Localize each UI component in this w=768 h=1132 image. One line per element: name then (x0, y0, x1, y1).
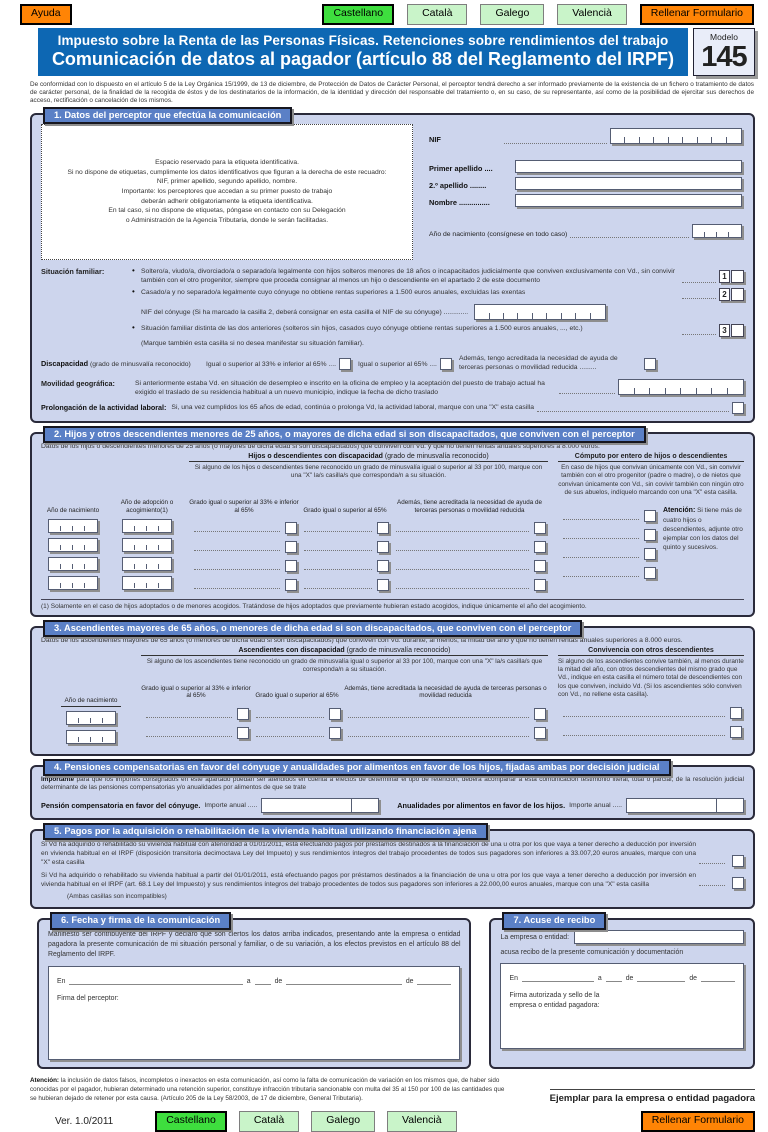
dotted-leader (146, 729, 232, 737)
dotted-leader (563, 728, 725, 736)
modelo-label: Modelo (710, 31, 738, 42)
sanciones-bold: Atención: (30, 1077, 60, 1085)
hijo1-ayuda-checkbox[interactable] (534, 522, 546, 534)
fecha-a-label: a (246, 978, 251, 986)
atencion-text: Si tiene más de cuatro hijos o descendientes, adjunte otro ejemplar con los datos del quinto y sucesivos. (663, 507, 743, 552)
language-switcher (322, 4, 754, 25)
nif-input[interactable] (610, 128, 742, 144)
form-title-line1: Impuesto sobre la Renta de las Personas Físicas. Retenciones sobre rendimientos del trabajo (57, 32, 669, 48)
section-6-title: 6. Fecha y firma de la comunicación (50, 912, 231, 929)
ascendiente1-ayuda-checkbox[interactable] (534, 708, 546, 720)
situacion-casilla-1-checkbox[interactable] (731, 270, 744, 283)
col-grado65-header: Grado igual o superior al 65% (255, 692, 339, 700)
col-grado65-header: Grado igual o superior al 65% (303, 506, 387, 514)
section-3-ascendientes (30, 622, 755, 756)
ascendiente2-ayuda-checkbox[interactable] (534, 727, 546, 739)
hijo2-computo-entero-checkbox[interactable] (644, 529, 656, 541)
segundo-apellido-label: 2.º apellido ........ (429, 180, 487, 190)
hijo1-computo-entero-checkbox[interactable] (644, 510, 656, 522)
casilla-1-number: 1 (719, 270, 730, 283)
situacion-casilla-2 (719, 288, 744, 301)
data-protection-notice: De conformidad con lo dispuesto en el artículo 5 de la Ley Orgánica 15/1999, de 13 de diciembre, de Protección de Datos de Carácter Personal, el perceptor tendrá derecho a ser informado previamente de la existencia de un fichero o tratamiento de datos de carácter personal, de la finalidad de la recogida de éstos y de los destinatarios de la información, de la identidad y dirección del responsable del tratamiento o, en su caso, de su representante, así como de la posibilidad de ejercitar sus derechos de acceso, rectificación o cancelación de los mismos. (30, 80, 754, 105)
convivencia-group-text: Si alguno de los ascendientes convive también, al menos durante la mitad del año, con otros descendientes del mismo grado que Vd., indique en esta casilla el número total de descendientes con los que conviven, incluido Vd. (Si los ascendientes sólo conviven con Vd., no rellene esta casilla). (558, 657, 744, 698)
firma-perceptor-box (48, 966, 460, 1060)
empresa-entidad-input[interactable] (574, 930, 744, 944)
hijo3-grado33-checkbox[interactable] (285, 560, 297, 572)
hijo1-grado33-checkbox[interactable] (285, 522, 297, 534)
col-ayuda-header: Además, tiene acreditada la necesidad de ayuda de terceras personas o movilidad reducida (397, 498, 542, 514)
section-4-title: 4. Pensiones compensatorias en favor del cónyuge y anualidades por alimentos en favor de los hijos, fijadas ambas por decisión judicial (43, 759, 671, 776)
col-grado33-header: Grado igual o superior al 33% e inferior al 65% (189, 498, 299, 514)
firma-empresa-box (500, 963, 744, 1049)
ascendientes-discapacidad-group-text: Si alguno de los ascendientes tiene reconocido un grado de minusvalía igual o superior al 33 por 100, marque con una "X" la/s casilla/s que corresponda/n a su situación. (146, 657, 543, 673)
etiqueta-line: En tal caso, si no dispone de etiquetas, póngase en contacto con su Delegación (108, 207, 346, 215)
dotted-leader (504, 136, 607, 144)
empresa-entidad-label: La empresa o entidad: (500, 933, 570, 941)
anualidades-importe-input[interactable] (626, 798, 744, 813)
discapacidad-33-checkbox[interactable] (339, 358, 351, 370)
fecha-de2-label: de (405, 978, 414, 986)
fecha-en-label: En (509, 975, 518, 983)
hijo4-anio-nacimiento-input[interactable] (48, 576, 98, 590)
modelo-box (693, 28, 755, 76)
pension-conyuge-label: Pensión compensatoria en favor del cónyuge. (41, 800, 201, 810)
hijo3-ayuda-checkbox[interactable] (534, 560, 546, 572)
lang-castellano-button[interactable]: Castellano (322, 4, 394, 25)
situacion-item-1-text: • Soltero/a, viudo/a, divorciado/a o separado/a legalmente con hijos solteros menores de 18 años o incapacitados judicialmente que conviven exclusivamente con Vd., sin convivir también con el otro progenitor, siempre que proceda consignar al menos un hijo o descendiente en el apartado 2 de este documento (131, 267, 679, 285)
hijo4-grado65-checkbox[interactable] (377, 579, 389, 591)
acuse-lugar-input[interactable] (522, 972, 594, 982)
hijo1-anio-adopcion-input[interactable] (122, 519, 172, 533)
section-4-pensiones (30, 761, 755, 820)
situacion-item-3-text: • Situación familiar distinta de las dos anteriores (solteros sin hijos, casados cuyo cónyuge obtiene rentas superiores a 1.500 euros anuales, ..., etc.) (131, 324, 679, 337)
fecha-anio-input[interactable] (417, 975, 451, 985)
anualidades-label: Anualidades por alimentos en favor de los hijos. (397, 800, 566, 810)
dotted-leader (682, 275, 716, 283)
discapacidad-opt-33-label: Igual o superior al 33% e inferior al 65% .... (206, 360, 336, 368)
help-button[interactable]: Ayuda (20, 4, 72, 25)
dotted-leader (682, 327, 716, 335)
anio-nacimiento-input[interactable] (692, 224, 742, 238)
bottom-toolbar (55, 1111, 755, 1132)
acusa-recibo-text: acusa recibo de la presente comunicación y documentación (500, 949, 684, 957)
lang-galego-button[interactable]: Galego (480, 4, 544, 25)
computo-entero-group-title: Cómputo por entero de hijos o descendientes (558, 453, 744, 462)
fecha-de1-label: de (274, 978, 283, 986)
section-7-title: 7. Acuse de recibo (502, 912, 606, 929)
fecha-lugar-input[interactable] (69, 975, 242, 985)
ascendientes-discapacidad-group-title: Ascendientes con discapacidad (238, 646, 345, 654)
fecha-dia-input[interactable] (255, 975, 271, 985)
vivienda-posterior-2011-checkbox[interactable] (732, 877, 744, 889)
section-2-title: 2. Hijos y otros descendientes menores de 25 años, o mayores de dicha edad si son discapacitados, que conviven con el perceptor (43, 426, 646, 443)
dotted-leader (563, 512, 639, 520)
ascendiente1-grado65-checkbox[interactable] (329, 708, 341, 720)
fecha-traslado-input[interactable] (618, 379, 744, 395)
dotted-leader (682, 291, 716, 299)
nif-conyuge-input[interactable] (474, 304, 606, 320)
lang-galego-button-bottom[interactable]: Galego (311, 1111, 375, 1132)
dotted-leader (304, 581, 372, 589)
form-header (38, 28, 755, 76)
dotted-leader (537, 404, 729, 412)
fecha-mes-input[interactable] (286, 975, 402, 985)
situacion-item-3-note: (Marque también esta casilla si no desea manifestar su situación familiar). (141, 340, 364, 348)
hijo2-ayuda-checkbox[interactable] (534, 541, 546, 553)
discapacidad-sublabel: (grado de minusvalía reconocido) (89, 360, 191, 368)
hijo4-ayuda-checkbox[interactable] (534, 579, 546, 591)
hijo4-grado33-checkbox[interactable] (285, 579, 297, 591)
nif-label: NIF (429, 134, 441, 144)
discapacidad-ayuda-label: Además, tengo acreditada la necesidad de ayuda de terceras personas o movilidad reducida ......... (458, 355, 618, 372)
hijo2-grado33-checkbox[interactable] (285, 541, 297, 553)
ascendiente1-anio-nacimiento-input[interactable] (66, 711, 116, 725)
dotted-leader (699, 878, 725, 886)
dotted-leader (256, 729, 324, 737)
hijos-discapacidad-group-title: Hijos o descendientes con discapacidad (248, 452, 383, 460)
prolongacion-checkbox[interactable] (732, 402, 744, 414)
nombre-input[interactable] (515, 194, 742, 207)
prolongacion-label: Prolongación de la actividad laboral: (41, 403, 167, 413)
dotted-leader (563, 550, 639, 558)
computo-entero-group-text: En caso de hijos que convivan únicamente con Vd., sin convivir también con el otro progenitor (padre o madre), o de nietos que convivan únicamente con Vd., sin covivir también con ningún otro de sus abuelos, indíquelo marcando con una "X" esta casilla. (558, 463, 744, 496)
importante-text: para que los importes consignados en este apartado puedan ser atendidos en cuenta a efectos de determinar el tipo de retención, deberá acompañar a esta comunicación testimonio literal, total o parcial, de la resolución judicial determinante de las pensiones compensatorias y/o anualidades por alimentos de que se trate (41, 775, 744, 792)
anio-nacimiento-label: Año de nacimiento (consígnese en todo caso) (429, 230, 568, 238)
situacion-casilla-1 (719, 270, 744, 283)
hijo4-anio-adopcion-input[interactable] (122, 576, 172, 590)
vivienda-parrafo-2: Si Vd ha adquirido o rehabilitado su vivienda habitual a partir del 01/01/2011, está efectuando pagos por préstamos destinados a la financiación de una u otra por los que vaya a tener derecho a deducción por inversión en vivienda habitual en el IRPF (art. 68.1 Ley del Impuesto) y sus rendimientos íntegros del trabajo procedentes de todos sus pagadores son inferiores a 22.000,00 euros anuales, marque con una "X" esta casilla (41, 872, 696, 889)
col-anio-nacimiento-header: Año de nacimiento (61, 697, 122, 707)
dotted-leader (563, 569, 639, 577)
hijo3-grado65-checkbox[interactable] (377, 560, 389, 572)
dotted-leader (396, 581, 529, 589)
declaracion-text: Manifiesto ser contribuyente del IRPF y declaro que son ciertos los datos arriba indicados, presentando ante la empresa o entidad pagadora la presente comunicación de mi situación personal y familiar, o de su variación, a los efectos previstos en el artículo 88 del Reglamento del IRPF. (48, 931, 461, 958)
section-2-footnote: (1) Solamente en el caso de hijos adoptados o de menores acogidos. Tratándose de hijos adoptados que previamente hubieran estado acogidos, indique únicamente el año del acogimiento. (41, 599, 744, 610)
dotted-leader (194, 562, 280, 570)
form-title-bar (38, 28, 688, 76)
version-label: Ver. 1.0/2011 (55, 1115, 114, 1127)
hijos-discapacidad-group-subtitle: (grado de minusvalía reconocido) (384, 452, 489, 460)
etiqueta-line: Importante: los perceptores que accedan a su primer puesto de trabajo (121, 188, 333, 196)
firma-empresa-label: Firma autorizada y sello de la empresa o entidad pagadora: (509, 992, 600, 1009)
col-ayuda-header: Además, tiene acreditada la necesidad de ayuda de terceras personas o movilidad reducida (344, 684, 547, 700)
ascendiente2-convivencia-input[interactable] (730, 726, 742, 738)
section-1-title: 1. Datos del perceptor que efectúa la comunicación (43, 107, 292, 124)
vivienda-parrafo-1: Si Vd ha adquirido o rehabilitado su vivienda habitual con aterioridad a 01/01/2011, está efectuando pagos por préstamos destinados a la financiación de una u otra por los que vaya a tener derecho a deducción por inversión en vivienda habitual en el IRPF (disposición transitoria decimoctava Ley del Impueto) y sus rendimientos íntegros del trabajo procedentes de todos sus pagadores son inferiores a 33.007,20 euros anuales, marque con una "X" esta casilla (41, 840, 696, 867)
fecha-de2-label: de (689, 975, 697, 983)
prolongacion-text: Si, una vez cumplidos los 65 años de edad, continúa o prolonga Vd, la actividad laboral, marque con una "X" esta casilla (171, 404, 535, 412)
dotted-leader (348, 710, 529, 718)
etiqueta-identificativa-box (41, 124, 413, 260)
discapacidad-opt-65-label: Igual o superior al 65% .... (357, 360, 437, 368)
nombre-label: Nombre ............... (429, 197, 490, 207)
dotted-leader (348, 729, 529, 737)
atencion-bold: Atención: (663, 507, 696, 515)
fill-form-button-top[interactable]: Rellenar Formulario (640, 4, 754, 25)
lang-catala-button-bottom[interactable]: Català (239, 1111, 299, 1132)
dotted-leader (146, 710, 232, 718)
dotted-leader (194, 543, 280, 551)
discapacidad-label: Discapacidad (41, 358, 89, 368)
hijo4-computo-entero-checkbox[interactable] (644, 567, 656, 579)
dotted-leader (304, 543, 372, 551)
etiqueta-line: o Administración de la Agencia Tributaria, donde le serán facilitadas. (125, 217, 329, 225)
discapacidad-65-checkbox[interactable] (440, 358, 452, 370)
lang-valencia-button-bottom[interactable]: Valencià (387, 1111, 457, 1132)
pension-conyuge-sublabel: Importe anual ..... (204, 801, 258, 809)
pension-conyuge-importe-input[interactable] (261, 798, 379, 813)
dotted-leader (563, 709, 725, 717)
hijo2-anio-nacimiento-input[interactable] (48, 538, 98, 552)
firma-perceptor-label: Firma del perceptor: (57, 995, 119, 1003)
discapacidad-ayuda-checkbox[interactable] (644, 358, 656, 370)
language-switcher-bottom (155, 1111, 456, 1132)
section-2-intro: Datos de los hijos o descendientes menores de 25 años (o mayores de dicha edad si son discapacitados) que conviven con Vd. y que no tienen rentas anuales superiores a 8.000 euros. (41, 442, 600, 450)
dotted-leader (194, 581, 280, 589)
situacion-casilla-3-checkbox[interactable] (731, 324, 744, 337)
vivienda-incompatibles-note: (Ambas casillas son incompatibles) (67, 893, 167, 901)
hijo2-grado65-checkbox[interactable] (377, 541, 389, 553)
etiqueta-line: Espacio reservado para la etiqueta identificativa. (155, 158, 299, 166)
fecha-a-label: a (597, 975, 602, 983)
ascendiente1-grado33-checkbox[interactable] (237, 708, 249, 720)
ascendiente2-grado33-checkbox[interactable] (237, 727, 249, 739)
situacion-casilla-3 (719, 324, 744, 337)
sanciones-text: la inclusión de datos falsos, incompletos o inexactos en esta comunicación, así como la falta de comunicación de variación en los mismos que, de haber sido conocidas por el pagador, hubieran determinado una retención superior, constituye infracción tributaria sancionable con multa del 35 al 150 por 100 de las cantidades que se hubieran dejado de retener por esta causa. (Artículo 205 de la Ley 58/2003, de 17 de diciembre, General Tributaria). (30, 1077, 505, 1103)
hijo2-anio-adopcion-input[interactable] (122, 538, 172, 552)
etiqueta-line: Si no dispone de etiquetas, cumplimente los datos identificativos que figuran a la derecha de este recuadro: (67, 168, 387, 176)
convivencia-group-title: Convivencia con otros descendientes (558, 647, 744, 656)
section-3-title: 3. Ascendientes mayores de 65 años, o menores de dicha edad si son discapacitados, que conviven con el perceptor (43, 620, 582, 637)
section-3-intro: Datos de los ascendientes mayores de 65 años (o menores de dicha edad si son discapacitados) que conviven con Vd. durante, al menos, la mitad del año y que no tienen rentas anuales superiores a 8.000 euros. (41, 636, 683, 644)
modelo-number: 145 (701, 40, 747, 73)
hijo1-anio-nacimiento-input[interactable] (48, 519, 98, 533)
etiqueta-line: deberán adherir obligatoriamente la etiqueta identificativa. (141, 197, 313, 205)
section-1-datos-perceptor (30, 109, 755, 423)
acuse-anio-input[interactable] (701, 972, 735, 982)
situacion-familiar-label: Situación familiar: (41, 266, 105, 276)
col-anio-nacimiento-header: Año de nacimiento (46, 506, 100, 514)
lang-castellano-button-bottom[interactable]: Castellano (155, 1111, 227, 1132)
dotted-leader (194, 524, 280, 532)
fill-form-button-bottom[interactable]: Rellenar Formulario (641, 1111, 755, 1132)
section-2-hijos-descendientes (30, 428, 755, 617)
acuse-mes-input[interactable] (637, 972, 685, 982)
dotted-leader (304, 524, 372, 532)
movilidad-label: Movilidad geográfica: (41, 378, 115, 388)
dotted-leader (559, 386, 615, 394)
hijo3-computo-entero-checkbox[interactable] (644, 548, 656, 560)
lang-valencia-button[interactable]: Valencià (557, 4, 627, 25)
casilla-3-number: 3 (719, 324, 730, 337)
etiqueta-line: NIF, primer apellido, segundo apellido, nombre. (156, 178, 298, 186)
dotted-leader (563, 531, 639, 539)
col-anio-adopcion-header: Año de adopción o acogimiento(1) (120, 498, 174, 514)
sanciones-notice (30, 1077, 508, 1104)
nif-conyuge-label: NIF del cónyuge (Si ha marcado la casilla 2, deberá consignar en esta casilla el NIF de su cónyuge) ............. (141, 308, 469, 316)
acuse-dia-input[interactable] (606, 972, 622, 982)
primer-apellido-input[interactable] (515, 160, 742, 173)
atencion-note (658, 506, 744, 582)
ascendiente2-anio-nacimiento-input[interactable] (66, 730, 116, 744)
dotted-leader (304, 562, 372, 570)
section-5-vivienda (30, 825, 755, 909)
dotted-leader (570, 230, 689, 238)
vivienda-anterior-2011-checkbox[interactable] (732, 855, 744, 867)
section-5-title: 5. Pagos por la adquisición o rehabilitación de la vivienda habitual utilizando financiación ajena (43, 823, 488, 840)
anualidades-sublabel: Importe anual ..... (569, 801, 623, 809)
dotted-leader (396, 562, 529, 570)
hijos-discapacidad-group-text: Si alguno de los hijos o descendientes tiene reconocido un grado de minusvalía igual o superior al 33 por 100, marque con una "X" la/s casilla/s que corresponda/n a su situación. (194, 463, 543, 480)
fecha-de1-label: de (625, 975, 634, 983)
hijo3-anio-adopcion-input[interactable] (122, 557, 172, 571)
hijo3-anio-nacimiento-input[interactable] (48, 557, 98, 571)
dotted-leader (396, 524, 529, 532)
importante-bold: Importante (41, 775, 75, 783)
dotted-leader (396, 543, 529, 551)
col-grado33-header: Grado igual o superior al 33% e inferior al 65% (141, 684, 251, 700)
movilidad-text: Si anteriormente estaba Vd. en situación de desempleo e inscrito en la oficina de empleo y la aceptación del puesto de trabajo actual ha exigido el traslado de su residencia habitual a un nuevo municipio, indique la fecha de dicho traslado (135, 379, 545, 397)
ascendiente1-convivencia-input[interactable] (730, 707, 742, 719)
lang-catala-button[interactable]: Català (407, 4, 467, 25)
ascendientes-discapacidad-group-subtitle: (grado de minusvalía reconocido) (346, 646, 451, 654)
primer-apellido-label: Primer apellido .... (429, 163, 493, 173)
casilla-2-number: 2 (719, 288, 730, 301)
dotted-leader (699, 856, 725, 864)
ascendiente2-grado65-checkbox[interactable] (329, 727, 341, 739)
hijo1-grado65-checkbox[interactable] (377, 522, 389, 534)
form-title-line2: Comunicación de datos al pagador (artículo 88 del Reglamento del IRPF) (51, 48, 675, 69)
fecha-en-label: En (57, 978, 66, 986)
situacion-item-2-text: • Casado/a y no separado/a legalmente cuyo cónyuge no obtiene rentas superiores a 1.500 euros anuales, excluidas las exentas (131, 288, 679, 301)
ejemplar-label: Ejemplar para la empresa o entidad pagadora (550, 1089, 755, 1104)
top-toolbar (0, 0, 768, 25)
situacion-casilla-2-checkbox[interactable] (731, 288, 744, 301)
segundo-apellido-input[interactable] (515, 177, 742, 190)
dotted-leader (256, 710, 324, 718)
